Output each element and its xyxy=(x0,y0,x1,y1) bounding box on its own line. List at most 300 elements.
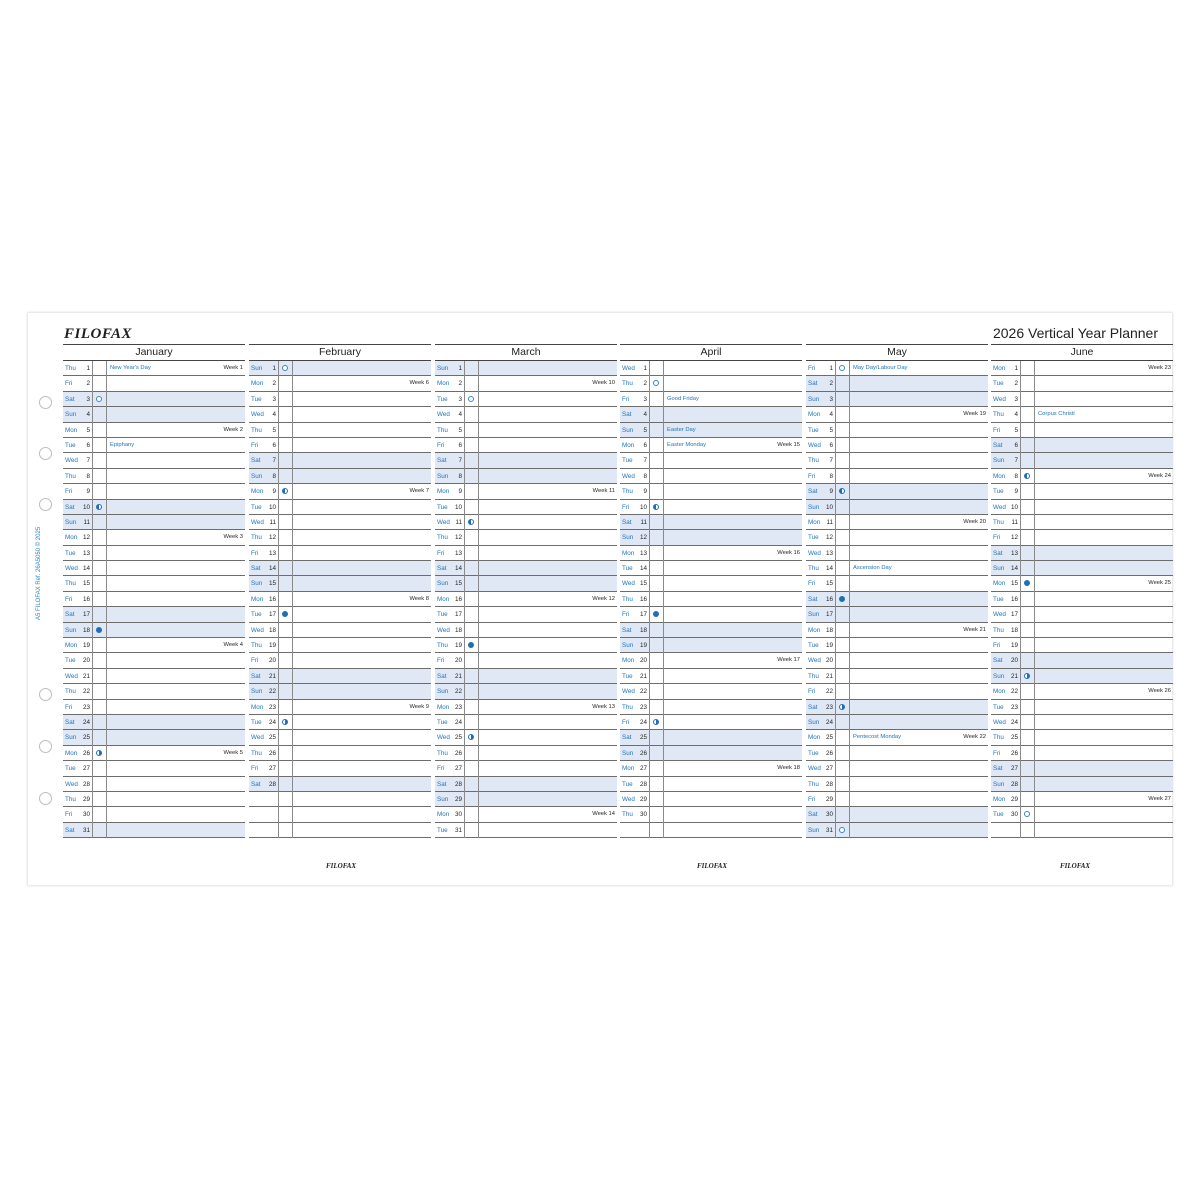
moon-phase-icon xyxy=(653,719,659,725)
weekday-label: Tue xyxy=(251,503,262,511)
day-number: 10 xyxy=(639,503,647,511)
day-row xyxy=(620,576,802,591)
day-number: 11 xyxy=(455,518,462,526)
day-number: 21 xyxy=(268,672,276,680)
day-row xyxy=(991,576,1173,591)
day-number: 19 xyxy=(454,642,462,650)
day-row xyxy=(991,623,1173,638)
weekday-label: Mon xyxy=(993,795,1006,803)
day-row xyxy=(249,392,431,407)
day-number: 30 xyxy=(825,811,833,819)
day-number: 7 xyxy=(829,457,833,465)
day-row xyxy=(435,607,617,622)
weekday-label: Sun xyxy=(437,795,449,803)
day-row xyxy=(806,407,988,422)
day-number: 16 xyxy=(82,595,90,603)
weekday-label: Thu xyxy=(65,472,76,480)
weekend-shade xyxy=(63,715,245,729)
week-number: Week 24 xyxy=(1148,472,1171,479)
day-row xyxy=(249,561,431,576)
weekend-shade xyxy=(991,653,1173,667)
day-number: 13 xyxy=(454,549,462,557)
day-row xyxy=(435,823,617,838)
day-number: 27 xyxy=(454,765,462,773)
weekday-label: Thu xyxy=(808,672,819,680)
weekday-label: Fri xyxy=(993,426,1001,434)
weekday-label: Sun xyxy=(437,472,449,480)
holiday-label: Ascension Day xyxy=(853,565,892,572)
day-number: 20 xyxy=(82,657,90,665)
weekday-label: Wed xyxy=(437,734,450,742)
day-number: 4 xyxy=(458,411,462,419)
weekday-label: Wed xyxy=(251,626,264,634)
day-number: 13 xyxy=(268,549,276,557)
month-column xyxy=(63,344,245,838)
week-number: Week 8 xyxy=(409,595,429,602)
day-row xyxy=(620,515,802,530)
day-number: 20 xyxy=(1010,657,1018,665)
weekday-label: Sat xyxy=(622,734,632,742)
month-column xyxy=(991,344,1173,838)
weekday-label: Sat xyxy=(622,411,632,419)
weekday-label: Thu xyxy=(251,534,262,542)
day-row xyxy=(435,730,617,745)
day-number: 12 xyxy=(1010,534,1018,542)
day-row xyxy=(620,807,802,822)
day-row xyxy=(63,792,245,807)
weekday-label: Wed xyxy=(808,441,821,449)
day-row xyxy=(991,546,1173,561)
day-number: 12 xyxy=(639,534,647,542)
day-row xyxy=(806,453,988,468)
weekend-shade xyxy=(249,361,431,375)
weekday-label: Mon xyxy=(65,534,78,542)
day-row xyxy=(435,500,617,515)
weekend-shade xyxy=(620,515,802,529)
day-row xyxy=(806,392,988,407)
day-number: 12 xyxy=(825,534,833,542)
day-number: 26 xyxy=(82,749,90,757)
weekday-label: Sat xyxy=(993,441,1003,449)
day-row xyxy=(435,746,617,761)
day-row xyxy=(435,515,617,530)
holiday-label: Easter Monday xyxy=(667,441,706,448)
day-row xyxy=(435,484,617,499)
weekday-label: Fri xyxy=(65,811,73,819)
weekday-label: Wed xyxy=(993,395,1006,403)
weekday-label: Wed xyxy=(622,688,635,696)
moon-phase-icon xyxy=(468,396,474,402)
weekday-label: Tue xyxy=(437,718,448,726)
day-number: 10 xyxy=(268,503,276,511)
day-number: 7 xyxy=(272,457,276,465)
day-number: 7 xyxy=(86,457,90,465)
day-row xyxy=(991,515,1173,530)
day-number: 14 xyxy=(825,565,833,573)
day-number: 3 xyxy=(86,395,90,403)
day-number: 30 xyxy=(82,811,90,819)
day-row xyxy=(63,500,245,515)
day-row xyxy=(806,730,988,745)
weekday-label: Sat xyxy=(808,703,818,711)
day-number: 11 xyxy=(83,518,90,526)
day-row xyxy=(806,592,988,607)
weekday-label: Thu xyxy=(65,365,76,372)
weekend-shade xyxy=(620,530,802,544)
weekday-label: Sat xyxy=(808,380,818,388)
day-row xyxy=(435,623,617,638)
month-column xyxy=(435,344,617,838)
weekend-shade xyxy=(435,453,617,467)
moon-phase-icon xyxy=(1024,811,1030,817)
weekday-label: Thu xyxy=(993,518,1004,526)
day-number: 8 xyxy=(86,472,90,480)
day-row xyxy=(435,638,617,653)
day-number: 4 xyxy=(829,411,833,419)
weekend-shade xyxy=(435,576,617,590)
day-number: 6 xyxy=(643,441,647,449)
weekday-label: Sat xyxy=(251,672,261,680)
footer-logo: FILOFAX xyxy=(326,862,357,870)
day-row xyxy=(63,777,245,792)
day-number: 23 xyxy=(825,703,833,711)
weekday-label: Mon xyxy=(808,626,821,634)
day-row xyxy=(991,453,1173,468)
moon-phase-icon xyxy=(282,611,288,617)
month-column xyxy=(249,344,431,838)
week-number: Week 20 xyxy=(963,518,986,525)
day-number: 11 xyxy=(1011,518,1018,526)
day-row xyxy=(63,746,245,761)
day-number: 18 xyxy=(1010,626,1018,634)
weekday-label: Tue xyxy=(622,565,633,573)
day-number: 24 xyxy=(82,718,90,726)
day-number: 29 xyxy=(825,795,833,803)
day-list xyxy=(63,361,245,838)
day-row xyxy=(620,592,802,607)
day-number: 4 xyxy=(272,411,276,419)
weekday-label: Sat xyxy=(251,565,261,573)
day-row xyxy=(806,638,988,653)
weekday-label: Thu xyxy=(437,642,448,650)
day-row xyxy=(63,392,245,407)
day-number: 4 xyxy=(1014,411,1018,419)
empty-row xyxy=(249,807,431,822)
day-number: 6 xyxy=(458,441,462,449)
day-number: 31 xyxy=(825,826,833,834)
day-number: 1 xyxy=(829,365,833,372)
weekday-label: Sun xyxy=(65,626,77,634)
weekday-label: Sun xyxy=(251,472,263,480)
weekend-shade xyxy=(991,777,1173,791)
day-row xyxy=(620,530,802,545)
moon-phase-icon xyxy=(282,488,288,494)
day-number: 5 xyxy=(1014,426,1018,434)
day-row xyxy=(620,638,802,653)
day-number: 10 xyxy=(1010,503,1018,511)
day-row xyxy=(806,669,988,684)
day-number: 5 xyxy=(643,426,647,434)
weekday-label: Thu xyxy=(622,488,633,496)
day-row xyxy=(991,500,1173,515)
day-row xyxy=(63,561,245,576)
weekday-label: Thu xyxy=(251,642,262,650)
day-row xyxy=(249,469,431,484)
day-number: 14 xyxy=(454,565,462,573)
weekend-shade xyxy=(991,438,1173,452)
week-number: Week 9 xyxy=(409,703,429,710)
weekday-label: Thu xyxy=(622,595,633,603)
binder-hole xyxy=(39,740,52,753)
weekday-label: Sun xyxy=(808,395,820,403)
weekday-label: Sun xyxy=(65,411,77,419)
day-row xyxy=(991,607,1173,622)
weekend-shade xyxy=(620,623,802,637)
week-number: Week 14 xyxy=(592,811,615,818)
weekday-label: Mon xyxy=(65,642,78,650)
weekday-label: Mon xyxy=(251,595,264,603)
day-number: 27 xyxy=(268,765,276,773)
day-row xyxy=(249,546,431,561)
weekday-label: Tue xyxy=(251,395,262,403)
weekend-shade xyxy=(435,361,617,375)
weekday-label: Fri xyxy=(808,688,816,696)
day-row xyxy=(806,807,988,822)
week-number: Week 11 xyxy=(592,488,615,495)
day-number: 31 xyxy=(82,826,90,834)
day-number: 24 xyxy=(639,718,647,726)
day-number: 26 xyxy=(1010,749,1018,757)
day-number: 26 xyxy=(639,749,647,757)
day-number: 17 xyxy=(639,611,647,619)
weekday-label: Tue xyxy=(251,611,262,619)
weekend-shade xyxy=(63,500,245,514)
weekend-shade xyxy=(991,669,1173,683)
weekend-shade xyxy=(63,823,245,837)
day-row xyxy=(620,730,802,745)
weekday-label: Sun xyxy=(251,365,263,372)
day-number: 27 xyxy=(1010,765,1018,773)
day-row xyxy=(806,684,988,699)
weekday-label: Sat xyxy=(251,457,261,465)
day-row xyxy=(991,438,1173,453)
weekend-shade xyxy=(620,638,802,652)
day-number: 25 xyxy=(639,734,647,742)
weekday-label: Sun xyxy=(622,426,634,434)
day-number: 17 xyxy=(268,611,276,619)
day-number: 2 xyxy=(272,380,276,388)
weekday-label: Mon xyxy=(65,749,78,757)
day-number: 13 xyxy=(639,549,647,557)
day-number: 16 xyxy=(1010,595,1018,603)
day-row xyxy=(620,746,802,761)
day-number: 10 xyxy=(454,503,462,511)
day-row xyxy=(63,576,245,591)
moon-phase-icon xyxy=(282,719,288,725)
weekend-shade xyxy=(991,546,1173,560)
day-row xyxy=(249,607,431,622)
day-row xyxy=(991,361,1173,376)
weekday-label: Wed xyxy=(251,411,264,419)
day-number: 9 xyxy=(86,488,90,496)
day-row xyxy=(63,700,245,715)
day-number: 24 xyxy=(825,718,833,726)
weekday-label: Tue xyxy=(993,488,1004,496)
day-number: 1 xyxy=(643,365,647,372)
day-row xyxy=(620,653,802,668)
day-row xyxy=(991,423,1173,438)
holiday-label: May Day/Labour Day xyxy=(853,365,908,371)
week-number: Week 4 xyxy=(223,642,243,649)
day-row xyxy=(991,700,1173,715)
day-number: 8 xyxy=(829,472,833,480)
day-row xyxy=(991,376,1173,391)
day-number: 24 xyxy=(268,718,276,726)
day-row xyxy=(249,453,431,468)
weekend-shade xyxy=(63,515,245,529)
holiday-label: New Year's Day xyxy=(110,365,151,371)
day-row xyxy=(620,361,802,376)
week-number: Week 21 xyxy=(963,626,986,633)
weekday-label: Thu xyxy=(622,380,633,388)
holiday-label: Pentecost Monday xyxy=(853,734,902,741)
day-row xyxy=(435,407,617,422)
day-number: 20 xyxy=(454,657,462,665)
day-number: 2 xyxy=(643,380,647,388)
weekday-label: Sat xyxy=(993,657,1003,665)
day-number: 22 xyxy=(825,688,833,696)
day-row xyxy=(63,469,245,484)
day-number: 2 xyxy=(829,380,833,388)
weekday-label: Tue xyxy=(437,503,448,511)
day-number: 5 xyxy=(272,426,276,434)
weekday-label: Fri xyxy=(808,472,816,480)
weekday-label: Sun xyxy=(808,826,820,834)
empty-row xyxy=(249,792,431,807)
day-number: 15 xyxy=(454,580,462,588)
day-number: 2 xyxy=(86,380,90,388)
weekday-label: Fri xyxy=(808,580,816,588)
holiday-label: Epiphany xyxy=(110,441,135,448)
day-number: 3 xyxy=(643,395,647,403)
weekday-label: Mon xyxy=(437,488,450,496)
day-number: 17 xyxy=(825,611,833,619)
day-number: 28 xyxy=(1010,780,1018,788)
day-row xyxy=(620,438,802,453)
day-number: 17 xyxy=(82,611,90,619)
day-number: 15 xyxy=(82,580,90,588)
weekday-label: Tue xyxy=(808,426,819,434)
weekday-label: Thu xyxy=(993,734,1004,742)
day-row xyxy=(806,761,988,776)
day-number: 6 xyxy=(86,441,90,449)
moon-phase-icon xyxy=(468,734,474,740)
day-row xyxy=(63,730,245,745)
day-number: 10 xyxy=(825,503,833,511)
day-row xyxy=(63,530,245,545)
weekday-label: Wed xyxy=(437,518,450,526)
day-number: 26 xyxy=(268,749,276,757)
weekend-shade xyxy=(991,761,1173,775)
day-row xyxy=(63,546,245,561)
weekday-label: Fri xyxy=(251,441,259,449)
day-list xyxy=(620,361,802,838)
weekday-label: Fri xyxy=(65,380,73,388)
holiday-label: Easter Day xyxy=(667,426,696,433)
day-number: 22 xyxy=(82,688,90,696)
week-number: Week 19 xyxy=(963,411,986,418)
day-number: 23 xyxy=(454,703,462,711)
day-number: 22 xyxy=(639,688,647,696)
day-number: 20 xyxy=(268,657,276,665)
week-number: Week 25 xyxy=(1148,580,1171,587)
moon-phase-icon xyxy=(96,750,102,756)
day-row xyxy=(435,700,617,715)
moon-phase-icon xyxy=(96,504,102,510)
weekday-label: Sat xyxy=(65,826,75,834)
weekday-label: Mon xyxy=(251,380,264,388)
day-row xyxy=(806,561,988,576)
day-row xyxy=(806,438,988,453)
weekday-label: Sun xyxy=(437,688,449,696)
day-number: 7 xyxy=(458,457,462,465)
day-row xyxy=(435,423,617,438)
day-number: 13 xyxy=(1010,549,1018,557)
moon-phase-icon xyxy=(282,365,288,371)
weekend-shade xyxy=(435,669,617,683)
weekday-label: Fri xyxy=(993,534,1001,542)
day-row xyxy=(249,484,431,499)
page-title: 2026 Vertical Year Planner xyxy=(992,325,1158,341)
day-number: 12 xyxy=(454,534,462,542)
day-number: 11 xyxy=(826,518,833,526)
day-number: 25 xyxy=(268,734,276,742)
week-number: Week 22 xyxy=(963,734,986,741)
footer-logo: FILOFAX xyxy=(1060,862,1091,870)
weekday-label: Wed xyxy=(65,672,78,680)
weekday-label: Tue xyxy=(437,395,448,403)
day-number: 16 xyxy=(639,595,647,603)
weekday-label: Sun xyxy=(993,565,1005,573)
day-row xyxy=(249,669,431,684)
day-row xyxy=(435,453,617,468)
day-number: 19 xyxy=(268,642,276,650)
day-number: 19 xyxy=(1010,642,1018,650)
weekday-label: Tue xyxy=(622,672,633,680)
day-number: 20 xyxy=(825,657,833,665)
weekday-label: Thu xyxy=(993,411,1004,419)
day-row xyxy=(806,361,988,376)
weekday-label: Wed xyxy=(437,411,450,419)
day-number: 7 xyxy=(1014,457,1018,465)
weekday-label: Sat xyxy=(622,626,632,634)
weekday-label: Mon xyxy=(622,441,635,449)
binder-hole xyxy=(39,792,52,805)
moon-phase-icon xyxy=(653,504,659,510)
day-number: 15 xyxy=(825,580,833,588)
week-number: Week 10 xyxy=(592,380,615,387)
binder-hole xyxy=(39,447,52,460)
day-number: 18 xyxy=(268,626,276,634)
day-row xyxy=(249,500,431,515)
day-row xyxy=(249,376,431,391)
day-row xyxy=(806,515,988,530)
day-row xyxy=(620,484,802,499)
month-name: March xyxy=(435,344,617,361)
day-row xyxy=(620,407,802,422)
weekday-label: Tue xyxy=(65,765,76,773)
moon-phase-icon xyxy=(839,365,845,371)
